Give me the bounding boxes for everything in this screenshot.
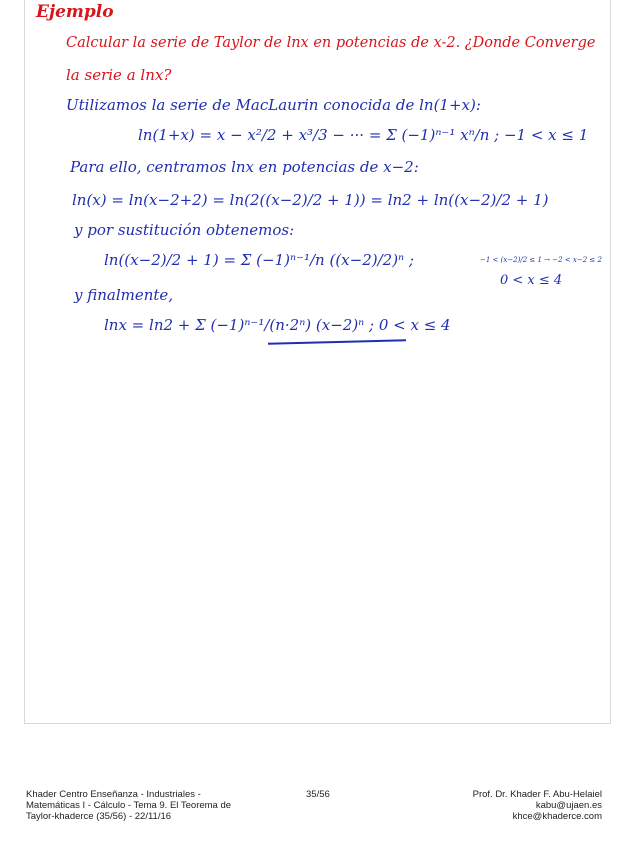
final-equation: lnx = ln2 + Σ (−1)ⁿ⁻¹/(n·2ⁿ) (x−2)ⁿ ; 0 < x ≤ 4 <box>104 316 451 334</box>
substitution-intro: y por sustitución obtenemos: <box>74 221 295 239</box>
substitution-equation: ln((x−2)/2 + 1) = Σ (−1)ⁿ⁻¹/n ((x−2)/2)ⁿ ; <box>104 251 414 269</box>
footer-email-1[interactable]: kabu@ujaen.es <box>535 800 602 811</box>
footer-left <box>26 789 266 822</box>
example-title: Ejemplo <box>36 2 114 22</box>
substitution-range: −1 < (x−2)/2 ≤ 1 → −2 < x−2 ≤ 2 <box>480 256 602 264</box>
footer-right <box>402 789 602 822</box>
footer-course-line-2: Matemáticas I - Cálculo - Tema 9. El Teorema de <box>26 800 232 811</box>
footer-page-number: 35/56 <box>306 789 330 800</box>
center-intro: Para ello, centramos lnx en potencias de x−2: <box>70 158 419 176</box>
question-line-2: la serie a lnx? <box>66 66 172 84</box>
maclaurin-equation: ln(1+x) = x − x²/2 + x³/3 − ··· = Σ (−1)ⁿ⁻¹ xⁿ/n ; −1 < x ≤ 1 <box>138 126 589 144</box>
footer-author: Prof. Dr. Khader F. Abu-Helaiel <box>472 789 602 800</box>
final-intro: y finalmente, <box>74 286 174 304</box>
footer-email-2[interactable]: khce@khaderce.com <box>512 811 602 822</box>
substitution-range-result: 0 < x ≤ 4 <box>500 273 563 288</box>
footer-course-line-1: Khader Centro Enseñanza - Industriales - <box>26 789 201 800</box>
footer-course-line-3: Taylor-khaderce (35/56) - 22/11/16 <box>26 811 172 822</box>
center-equation: ln(x) = ln(x−2+2) = ln(2((x−2)/2 + 1)) = ln2 + ln((x−2)/2 + 1) <box>72 191 549 209</box>
maclaurin-intro: Utilizamos la serie de MacLaurin conocida de ln(1+x): <box>66 96 481 114</box>
question-line-1: Calcular la serie de Taylor de lnx en potencias de x-2. ¿Donde Converge <box>66 35 596 51</box>
